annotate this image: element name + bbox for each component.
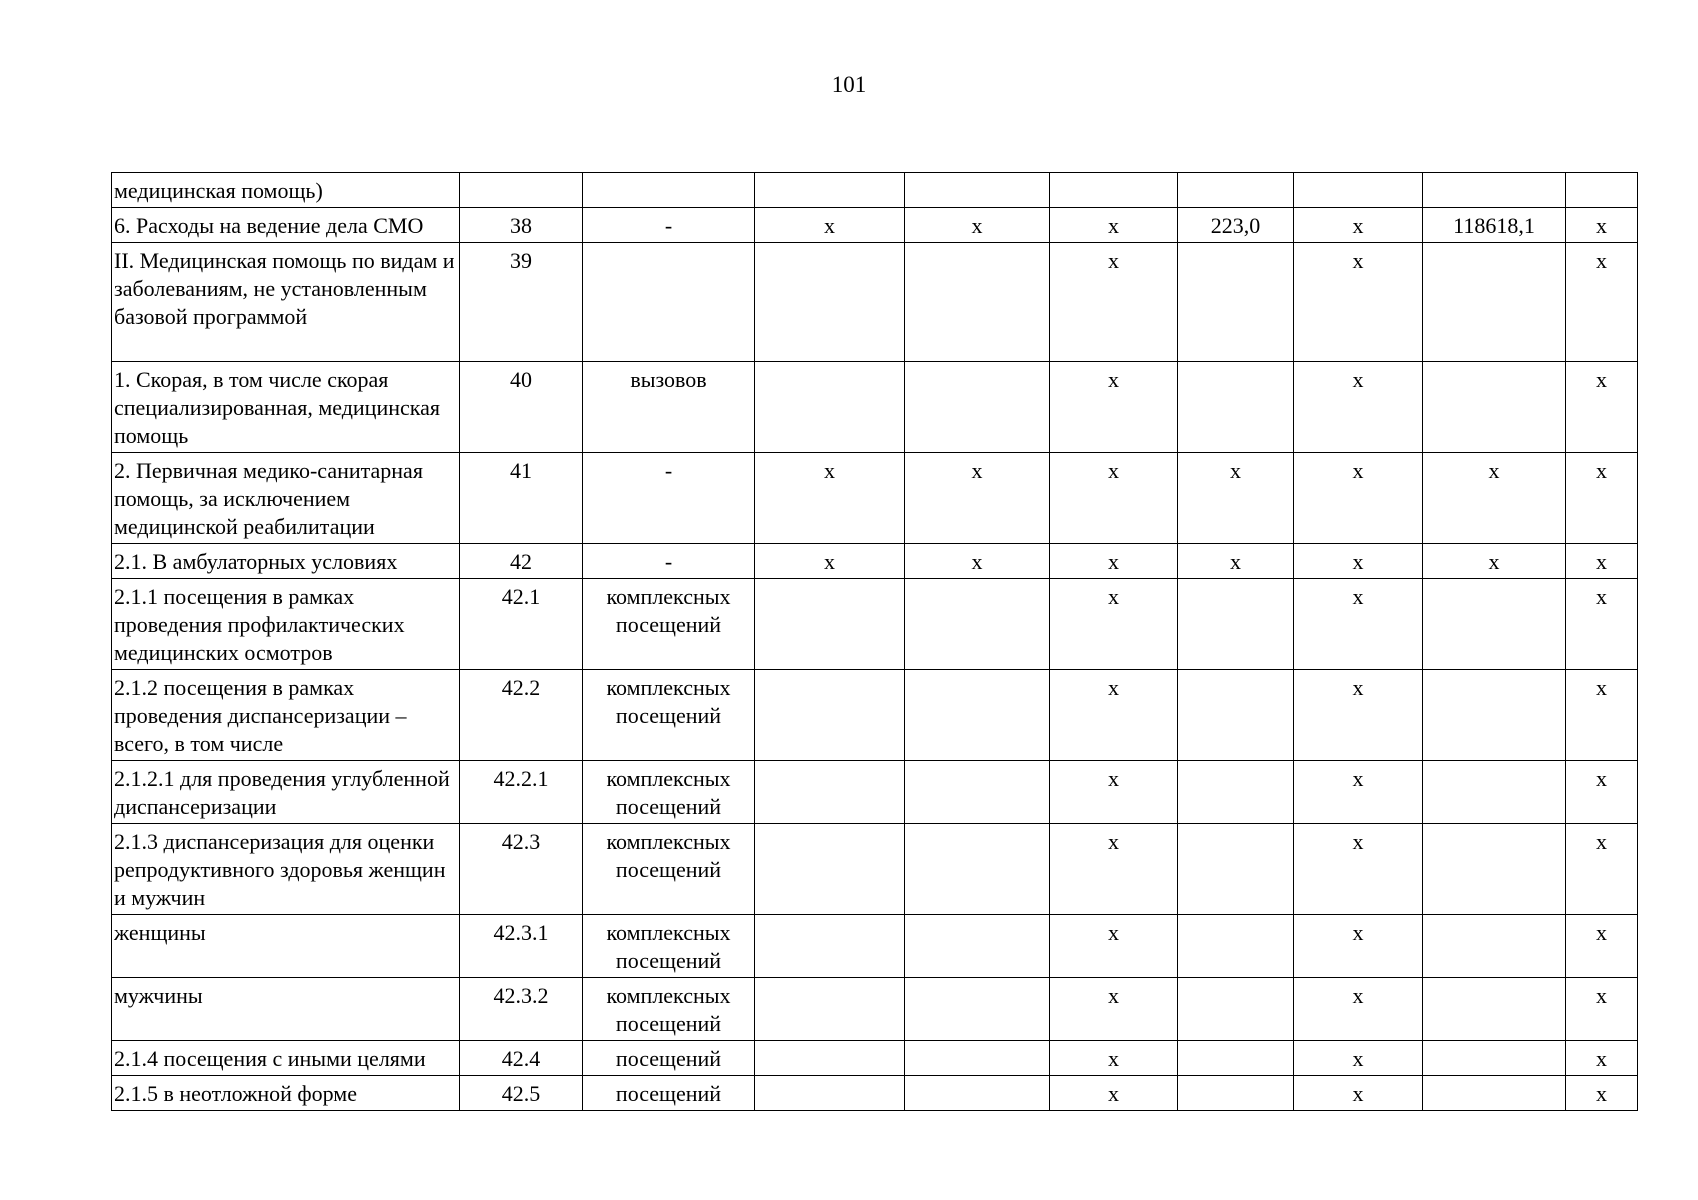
- row-code-cell: 40: [460, 362, 583, 453]
- row-value-cell: [1178, 243, 1294, 362]
- row-unit-cell: комплексных посещений: [583, 915, 755, 978]
- row-code-cell: 42.1: [460, 579, 583, 670]
- row-unit-cell: комплексных посещений: [583, 670, 755, 761]
- row-value-cell: х: [1566, 362, 1638, 453]
- row-value-cell: х: [905, 544, 1050, 579]
- row-value-cell: х: [1050, 1041, 1178, 1076]
- row-value-cell: [1423, 915, 1566, 978]
- table-row: [112, 243, 1638, 362]
- row-value-cell: х: [1050, 453, 1178, 544]
- row-value-cell: [905, 824, 1050, 915]
- row-value-cell: х: [1294, 544, 1423, 579]
- row-value-cell: [1423, 579, 1566, 670]
- row-unit-cell: -: [583, 208, 755, 243]
- page-number: 101: [831, 72, 867, 97]
- row-value-cell: х: [1423, 544, 1566, 579]
- row-value-cell: х: [905, 453, 1050, 544]
- row-value-cell: [1178, 824, 1294, 915]
- row-value-cell: [755, 1041, 905, 1076]
- row-value-cell: [1423, 670, 1566, 761]
- row-value-cell: [905, 915, 1050, 978]
- row-unit-cell: [583, 173, 755, 208]
- row-value-cell: [1178, 579, 1294, 670]
- row-value-cell: [755, 915, 905, 978]
- row-value-cell: х: [1566, 761, 1638, 824]
- row-unit-cell: -: [583, 544, 755, 579]
- row-unit-cell: посещений: [583, 1076, 755, 1111]
- row-code-cell: 42.2.1: [460, 761, 583, 824]
- row-value-cell: [755, 243, 905, 362]
- row-value-cell: х: [1050, 544, 1178, 579]
- row-value-cell: 223,0: [1178, 208, 1294, 243]
- row-value-cell: х: [755, 453, 905, 544]
- row-value-cell: [755, 173, 905, 208]
- row-value-cell: х: [1178, 544, 1294, 579]
- table-row: [112, 579, 1638, 670]
- row-value-cell: х: [1566, 579, 1638, 670]
- row-value-cell: [755, 670, 905, 761]
- row-value-cell: х: [1294, 579, 1423, 670]
- row-code-cell: 41: [460, 453, 583, 544]
- row-value-cell: х: [1294, 978, 1423, 1041]
- row-unit-cell: комплексных посещений: [583, 824, 755, 915]
- row-value-cell: [755, 579, 905, 670]
- table-row: [112, 978, 1638, 1041]
- row-value-cell: [1423, 978, 1566, 1041]
- row-value-cell: х: [1294, 362, 1423, 453]
- row-code-cell: 42.2: [460, 670, 583, 761]
- row-value-cell: [905, 173, 1050, 208]
- row-unit-cell: -: [583, 453, 755, 544]
- row-value-cell: х: [1566, 453, 1638, 544]
- row-unit-cell: вызовов: [583, 362, 755, 453]
- row-value-cell: х: [1050, 579, 1178, 670]
- row-value-cell: [905, 978, 1050, 1041]
- table-row: [112, 173, 1638, 208]
- row-value-cell: х: [1178, 453, 1294, 544]
- row-value-cell: [1423, 824, 1566, 915]
- row-value-cell: [1178, 915, 1294, 978]
- row-value-cell: [1423, 1076, 1566, 1111]
- row-name-cell: 6. Расходы на ведение дела СМО: [112, 208, 460, 243]
- row-value-cell: х: [1566, 824, 1638, 915]
- row-name-cell: 2.1.1 посещения в рамках проведения профилактических медицинских осмотров: [112, 579, 460, 670]
- row-name-cell: 2.1.5 в неотложной форме: [112, 1076, 460, 1111]
- row-name-cell: мужчины: [112, 978, 460, 1041]
- row-value-cell: [905, 362, 1050, 453]
- row-value-cell: х: [1423, 453, 1566, 544]
- row-value-cell: х: [1050, 243, 1178, 362]
- row-value-cell: х: [1050, 1076, 1178, 1111]
- table-row: [112, 915, 1638, 978]
- row-value-cell: [1178, 978, 1294, 1041]
- row-value-cell: [1178, 173, 1294, 208]
- row-value-cell: [1050, 173, 1178, 208]
- row-code-cell: 42.3.1: [460, 915, 583, 978]
- table-row: [112, 670, 1638, 761]
- row-value-cell: [905, 243, 1050, 362]
- row-value-cell: х: [1050, 208, 1178, 243]
- row-value-cell: х: [1566, 1041, 1638, 1076]
- row-code-cell: 42.4: [460, 1041, 583, 1076]
- row-value-cell: х: [1050, 761, 1178, 824]
- row-code-cell: 42.3.2: [460, 978, 583, 1041]
- row-value-cell: х: [1294, 1076, 1423, 1111]
- table-body: [112, 173, 1638, 1111]
- table-row: [112, 362, 1638, 453]
- row-value-cell: х: [1294, 208, 1423, 243]
- row-value-cell: [755, 761, 905, 824]
- row-value-cell: х: [1566, 544, 1638, 579]
- row-value-cell: х: [1294, 453, 1423, 544]
- table-row: [112, 761, 1638, 824]
- row-value-cell: [1178, 761, 1294, 824]
- row-code-cell: [460, 173, 583, 208]
- row-name-cell: 2.1.2 посещения в рамках проведения диспансеризации – всего, в том числе: [112, 670, 460, 761]
- table-row: [112, 453, 1638, 544]
- row-code-cell: 42: [460, 544, 583, 579]
- row-value-cell: [905, 579, 1050, 670]
- row-value-cell: [1566, 173, 1638, 208]
- row-value-cell: [755, 1076, 905, 1111]
- row-name-cell: женщины: [112, 915, 460, 978]
- row-value-cell: [905, 761, 1050, 824]
- row-name-cell: 2.1.3 диспансеризация для оценки репродуктивного здоровья женщин и мужчин: [112, 824, 460, 915]
- row-code-cell: 39: [460, 243, 583, 362]
- row-unit-cell: комплексных посещений: [583, 978, 755, 1041]
- row-value-cell: х: [755, 208, 905, 243]
- row-value-cell: [905, 1041, 1050, 1076]
- row-value-cell: [905, 1076, 1050, 1111]
- row-value-cell: [755, 978, 905, 1041]
- row-unit-cell: посещений: [583, 1041, 755, 1076]
- row-value-cell: х: [1050, 915, 1178, 978]
- row-unit-cell: комплексных посещений: [583, 761, 755, 824]
- table-row: [112, 1076, 1638, 1111]
- row-name-cell: 2.1.4 посещения с иными целями: [112, 1041, 460, 1076]
- row-name-cell: 2.1.2.1 для проведения углубленной диспансеризации: [112, 761, 460, 824]
- table-row: [112, 824, 1638, 915]
- table-row: [112, 208, 1638, 243]
- row-unit-cell: [583, 243, 755, 362]
- row-value-cell: х: [1050, 824, 1178, 915]
- row-value-cell: [905, 670, 1050, 761]
- row-value-cell: [1294, 173, 1423, 208]
- row-value-cell: х: [755, 544, 905, 579]
- row-unit-cell: комплексных посещений: [583, 579, 755, 670]
- row-value-cell: [1423, 1041, 1566, 1076]
- row-value-cell: [1178, 1076, 1294, 1111]
- row-value-cell: х: [1566, 915, 1638, 978]
- row-value-cell: [1423, 761, 1566, 824]
- row-value-cell: х: [1294, 824, 1423, 915]
- row-name-cell: II. Медицинская помощь по видам и заболеваниям, не установленным базовой программой: [112, 243, 460, 362]
- row-value-cell: х: [1050, 362, 1178, 453]
- row-value-cell: [755, 362, 905, 453]
- row-value-cell: х: [1566, 243, 1638, 362]
- row-name-cell: 1. Скорая, в том числе скорая специализированная, медицинская помощь: [112, 362, 460, 453]
- row-value-cell: х: [1566, 978, 1638, 1041]
- row-value-cell: [1423, 362, 1566, 453]
- row-value-cell: [1178, 1041, 1294, 1076]
- row-value-cell: [755, 824, 905, 915]
- row-name-cell: 2. Первичная медико-санитарная помощь, за исключением медицинской реабилитации: [112, 453, 460, 544]
- row-value-cell: х: [905, 208, 1050, 243]
- row-value-cell: [1178, 670, 1294, 761]
- row-code-cell: 38: [460, 208, 583, 243]
- row-code-cell: 42.5: [460, 1076, 583, 1111]
- row-value-cell: х: [1566, 208, 1638, 243]
- row-value-cell: х: [1566, 1076, 1638, 1111]
- row-value-cell: х: [1050, 670, 1178, 761]
- row-value-cell: [1178, 362, 1294, 453]
- row-value-cell: х: [1294, 761, 1423, 824]
- row-value-cell: х: [1294, 670, 1423, 761]
- row-value-cell: х: [1294, 915, 1423, 978]
- row-value-cell: х: [1566, 670, 1638, 761]
- row-value-cell: 118618,1: [1423, 208, 1566, 243]
- row-name-cell: медицинская помощь): [112, 173, 460, 208]
- row-value-cell: х: [1294, 1041, 1423, 1076]
- row-value-cell: х: [1050, 978, 1178, 1041]
- row-value-cell: [1423, 173, 1566, 208]
- row-value-cell: х: [1294, 243, 1423, 362]
- row-code-cell: 42.3: [460, 824, 583, 915]
- table-row: [112, 544, 1638, 579]
- row-name-cell: 2.1. В амбулаторных условиях: [112, 544, 460, 579]
- row-value-cell: [1423, 243, 1566, 362]
- data-table: [111, 172, 1638, 1111]
- table-row: [112, 1041, 1638, 1076]
